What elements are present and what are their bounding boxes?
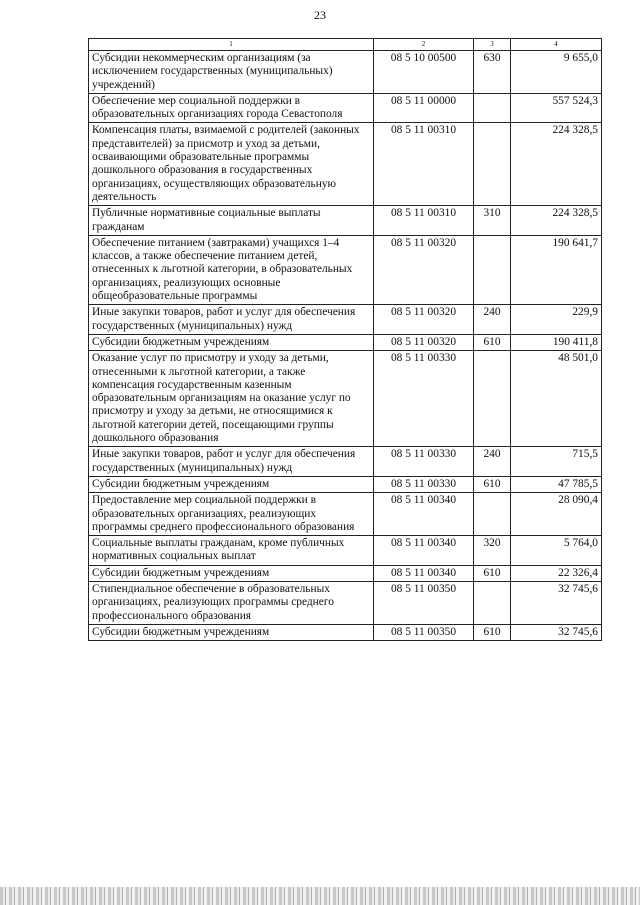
table-row [89,493,602,536]
row-name-cell: Обеспечение питанием (завтраками) учащихся 1–4 классов, а также обеспечение питанием детей, отнесенных к льготной категории, в образовательных организациях, реализующих основные общеобразовательные программы [89,235,374,304]
header-sum-column: 4 [511,39,602,51]
row-name-cell: Субсидии некоммерческим организациям (за исключением государственных (муниципальных) учреждений) [89,51,374,94]
row-name-cell: Публичные нормативные социальные выплаты гражданам [89,206,374,236]
table-row [89,624,602,640]
row-code-cell: 08 5 11 00330 [374,447,474,477]
row-type-cell [474,581,511,624]
row-sum-cell: 715,5 [511,447,602,477]
row-sum-cell: 224 328,5 [511,123,602,206]
row-sum-cell: 22 326,4 [511,565,602,581]
row-name-cell: Компенсация платы, взимаемой с родителей (законных представителей) за присмотр и уход за детьми, осваивающими образовательные программы дошкольного образования в государственных организациях, осуществляющих образовательную деятельность [89,123,374,206]
table-row [89,351,602,447]
row-type-cell: 610 [474,476,511,492]
row-code-cell: 08 5 11 00340 [374,493,474,536]
row-type-cell: 240 [474,305,511,335]
row-sum-cell: 9 655,0 [511,51,602,94]
row-name-cell: Стипендиальное обеспечение в образовательных организациях, реализующих программы среднего профессионального образования [89,581,374,624]
row-sum-cell: 224 328,5 [511,206,602,236]
header-name-column: 1 [89,39,374,51]
row-sum-cell: 28 090,4 [511,493,602,536]
table-row [89,51,602,94]
row-name-cell: Оказание услуг по присмотру и уходу за детьми, отнесенными к льготной категории, а также компенсация государственным казенным образовательным организациям на оказание услуг по присмотру и уходу за детьми, не относящимися к льготной категории детей, посещающими группы дошкольного образования [89,351,374,447]
row-code-cell: 08 5 11 00330 [374,476,474,492]
budget-table [88,38,602,641]
row-sum-cell: 32 745,6 [511,624,602,640]
row-type-cell: 630 [474,51,511,94]
row-type-cell [474,493,511,536]
table-row [89,206,602,236]
table-row [89,536,602,566]
table-row [89,123,602,206]
row-type-cell: 320 [474,536,511,566]
table-row [89,305,602,335]
table-row [89,581,602,624]
table-row [89,476,602,492]
row-type-cell [474,93,511,123]
row-type-cell: 610 [474,565,511,581]
row-name-cell: Субсидии бюджетным учреждениям [89,334,374,350]
row-name-cell: Иные закупки товаров, работ и услуг для обеспечения государственных (муниципальных) нужд [89,305,374,335]
row-code-cell: 08 5 11 00350 [374,581,474,624]
scan-edge-artifact [0,887,640,905]
table-row [89,334,602,350]
row-sum-cell: 32 745,6 [511,581,602,624]
row-name-cell: Субсидии бюджетным учреждениям [89,565,374,581]
row-name-cell: Предоставление мер социальной поддержки в образовательных организациях, реализующих программы среднего профессионального образования [89,493,374,536]
row-code-cell: 08 5 11 00350 [374,624,474,640]
row-code-cell: 08 5 11 00320 [374,334,474,350]
table-row [89,447,602,477]
row-type-cell [474,123,511,206]
row-name-cell: Обеспечение мер социальной поддержки в образовательных организациях города Севастополя [89,93,374,123]
row-code-cell: 08 5 11 00340 [374,536,474,566]
table-header-row [89,39,602,51]
row-sum-cell: 190 411,8 [511,334,602,350]
header-code-column: 2 [374,39,474,51]
row-code-cell: 08 5 11 00320 [374,235,474,304]
table-row [89,235,602,304]
row-code-cell: 08 5 11 00340 [374,565,474,581]
row-sum-cell: 229,9 [511,305,602,335]
row-code-cell: 08 5 10 00500 [374,51,474,94]
table-row [89,565,602,581]
row-name-cell: Субсидии бюджетным учреждениям [89,624,374,640]
row-type-cell: 240 [474,447,511,477]
row-sum-cell: 47 785,5 [511,476,602,492]
row-code-cell: 08 5 11 00310 [374,123,474,206]
header-type-column: 3 [474,39,511,51]
row-sum-cell: 557 524,3 [511,93,602,123]
row-code-cell: 08 5 11 00000 [374,93,474,123]
row-type-cell: 310 [474,206,511,236]
row-type-cell [474,351,511,447]
table-row [89,93,602,123]
row-code-cell: 08 5 11 00310 [374,206,474,236]
page-number: 23 [314,8,326,22]
row-name-cell: Иные закупки товаров, работ и услуг для обеспечения государственных (муниципальных) нужд [89,447,374,477]
row-type-cell [474,235,511,304]
row-code-cell: 08 5 11 00330 [374,351,474,447]
row-type-cell: 610 [474,334,511,350]
row-code-cell: 08 5 11 00320 [374,305,474,335]
row-sum-cell: 5 764,0 [511,536,602,566]
row-sum-cell: 48 501,0 [511,351,602,447]
row-name-cell: Субсидии бюджетным учреждениям [89,476,374,492]
row-type-cell: 610 [474,624,511,640]
row-name-cell: Социальные выплаты гражданам, кроме публичных нормативных социальных выплат [89,536,374,566]
row-sum-cell: 190 641,7 [511,235,602,304]
